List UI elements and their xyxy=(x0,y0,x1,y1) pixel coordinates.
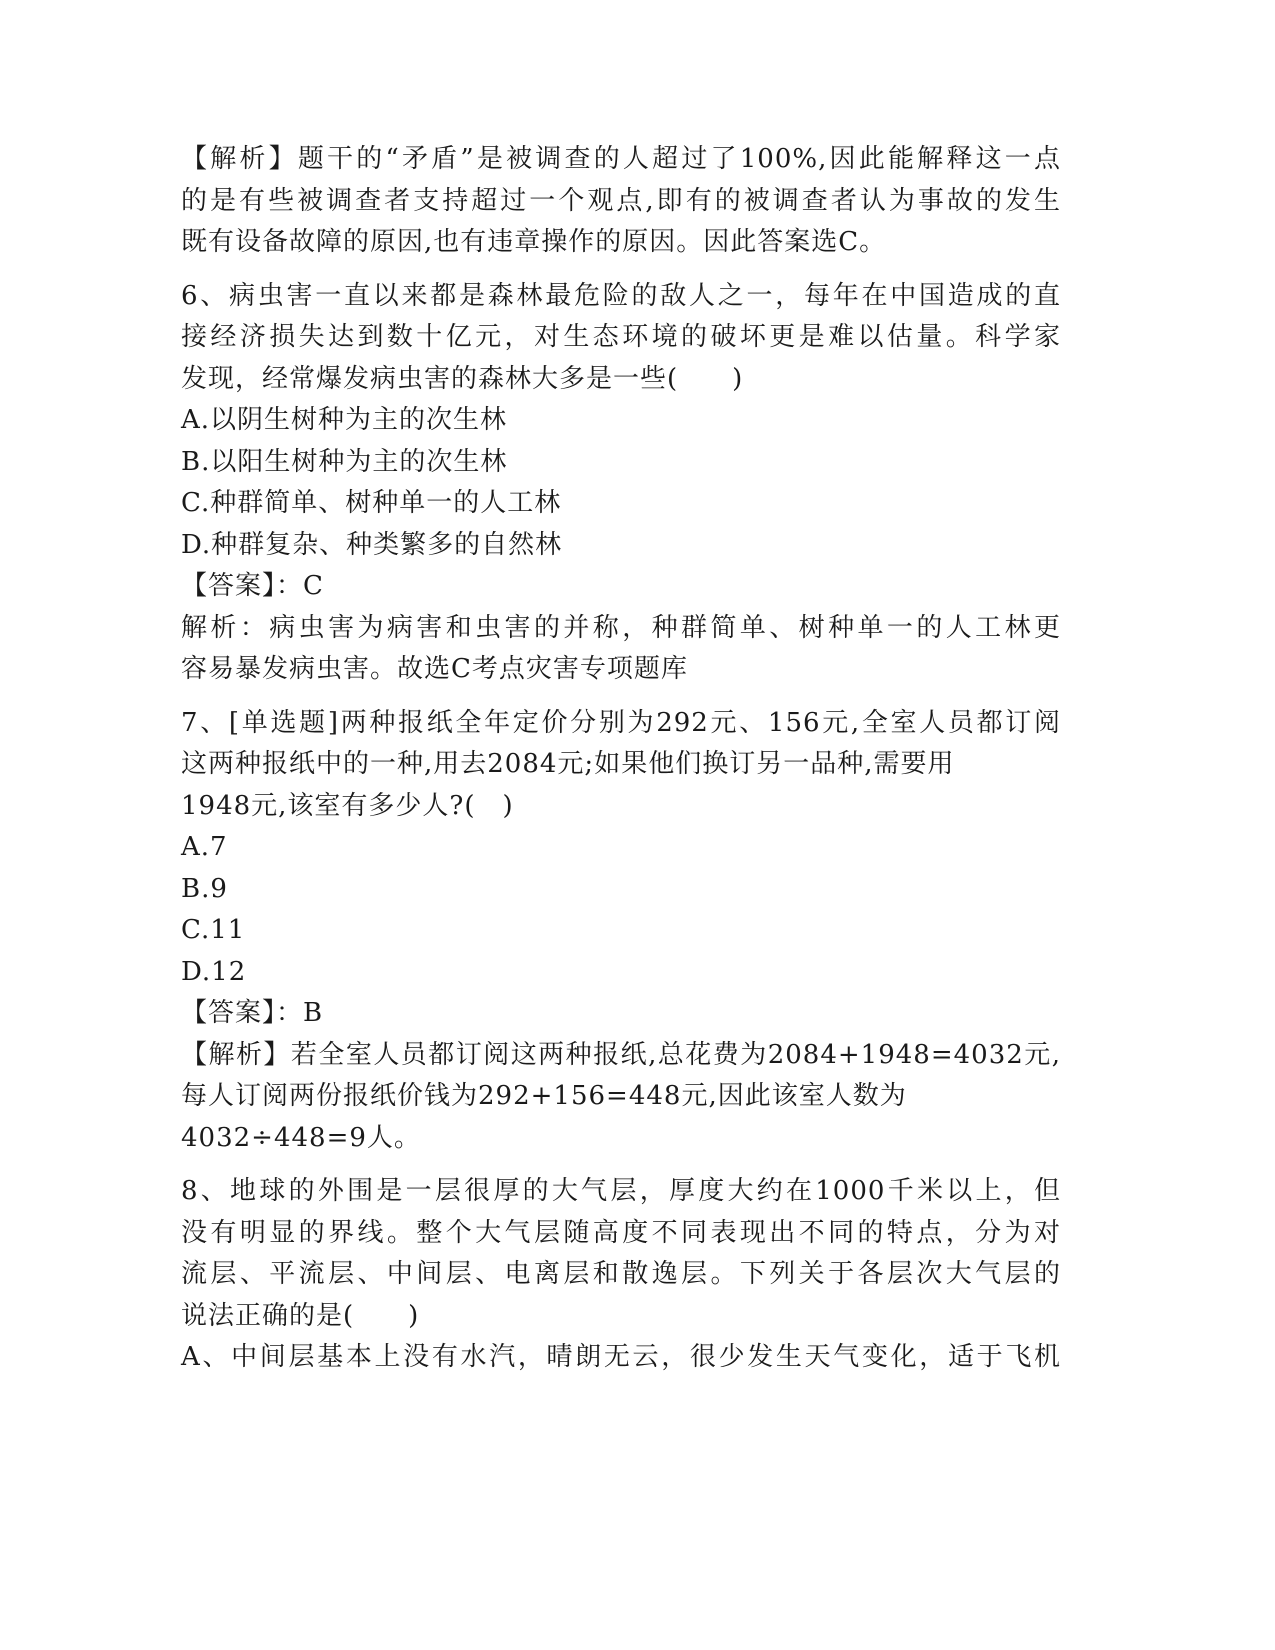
analysis-line: 容易暴发病虫害。故选C考点灾害专项题库 xyxy=(181,654,688,684)
question-stem-line: 6、病虫害一直以来都是森林最危险的敌人之一，每年在中国造成的直 xyxy=(181,280,1061,311)
question-stem-line: 接经济损失达到数十亿元，对生态环境的破坏更是难以估量。科学家 xyxy=(181,322,1061,352)
analysis-line: 解析：病虫害为病害和虫害的并称，种群简单、树种单一的人工林更 xyxy=(181,612,1061,643)
question-stem-line: 流层、平流层、中间层、电离层和散逸层。下列关于各层次大气层的 xyxy=(181,1259,1061,1289)
analysis-line: 【解析】若全室人员都订阅这两种报纸,总花费为2084+1948=4032元, xyxy=(181,1039,1061,1070)
question-stem-line: 没有明显的界线。整个大气层随高度不同表现出不同的特点，分为对 xyxy=(181,1217,1061,1248)
question-stem-line: 1948元,该室有多少人?( ) xyxy=(181,790,514,821)
answer-line: 【答案】：B xyxy=(181,998,324,1028)
text-line: 的是有些被调查者支持超过一个观点,即有的被调查者认为事故的发生 xyxy=(181,185,1061,216)
option-c: C.种群简单、树种单一的人工林 xyxy=(181,488,562,518)
option-b: B.9 xyxy=(181,873,228,904)
question-5-analysis xyxy=(181,139,1061,264)
question-stem-line: 发现，经常爆发病虫害的森林大多是一些( ) xyxy=(181,363,744,394)
text-line: 【解析】题干的“矛盾”是被调查的人超过了100%,因此能解释这一点 xyxy=(181,144,1061,174)
answer-line: 【答案】：C xyxy=(181,571,324,601)
question-stem-line: 说法正确的是( ) xyxy=(181,1300,420,1331)
option-a: A.以阴生树种为主的次生林 xyxy=(181,405,508,435)
option-d: D.种群复杂、种类繁多的自然林 xyxy=(181,529,563,560)
option-d: D.12 xyxy=(181,956,247,987)
option-a: A、中间层基本上没有水汽，晴朗无云，很少发生天气变化，适于飞机 xyxy=(181,1342,1061,1372)
analysis-line: 每人订阅两份报纸价钱为292+156=448元,因此该室人数为 xyxy=(181,1081,907,1111)
option-c: C.11 xyxy=(181,915,246,945)
analysis-line: 4032÷448=9人。 xyxy=(181,1122,421,1153)
text-line: 既有设备故障的原因,也有违章操作的原因。因此答案选C。 xyxy=(181,227,887,257)
question-stem-line: 这两种报纸中的一种,用去2084元;如果他们换订另一品种,需要用 xyxy=(181,749,955,779)
question-6 xyxy=(181,276,1061,691)
option-b: B.以阳生树种为主的次生林 xyxy=(181,446,508,477)
question-stem-line: 7、[单选题]两种报纸全年定价分别为292元、156元,全室人员都订阅 xyxy=(181,707,1061,738)
document-page xyxy=(181,139,1061,1379)
question-8 xyxy=(181,1171,1061,1379)
question-7 xyxy=(181,703,1061,1160)
question-stem-line: 8、地球的外围是一层很厚的大气层，厚度大约在1000千米以上，但 xyxy=(181,1176,1061,1206)
option-a: A.7 xyxy=(181,832,228,862)
